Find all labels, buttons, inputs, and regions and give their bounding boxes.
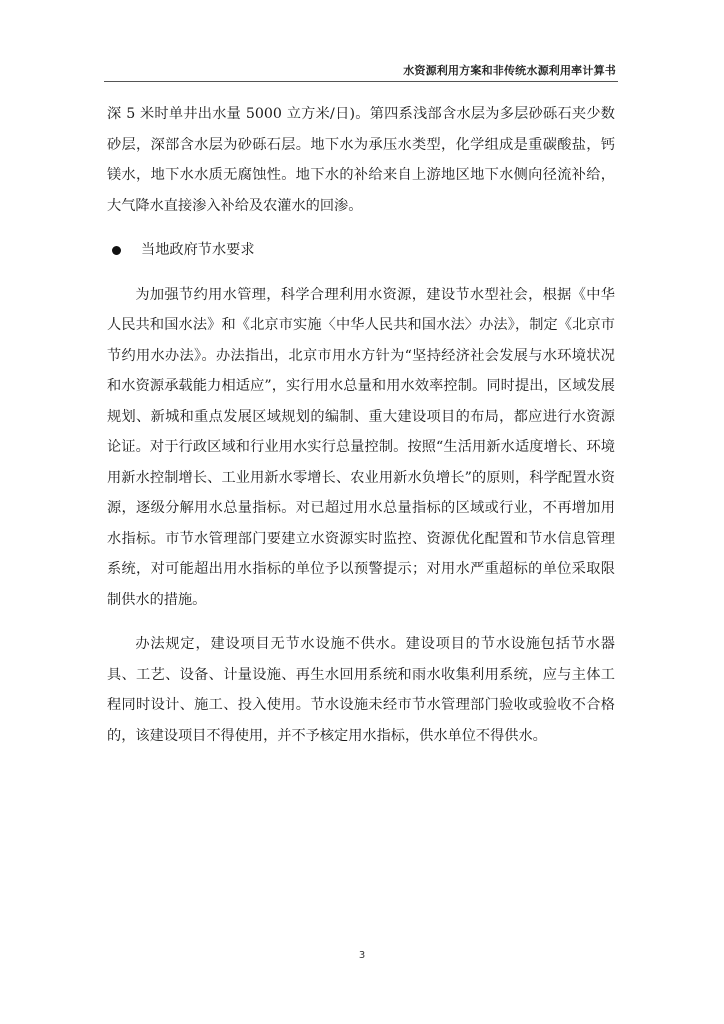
bullet-heading-text: 当地政府节水要求 bbox=[141, 242, 255, 258]
bullet-icon bbox=[112, 246, 121, 255]
bullet-heading bbox=[107, 235, 615, 266]
paragraph-water-saving-policy: 为加强节约用水管理，科学合理利用水资源，建设节水型社会，根据《中华人民共和国水法》和《北京市实施〈中华人民共和国水法〉办法》，制定《北京市节约用水办法》。办法指出，北京市用水方针为“坚持经济社会发展与水环境状况和水资源承载能力相适应”，实行用水总量和用水效率控制。同时提出，区域发展规划、新城和重点发展区域规划的编制、重大建设项目的布局，都应进行水资源论证。对于行政区域和行业用水实行总量控制。按照“生活用新水适度增长、环境用新水控制增长、工业用新水零增长、农业用新水负增长”的原则，科学配置水资源，逐级分解用水总量指标。对已超过用水总量指标的区域或行业，不再增加用水指标。市节水管理部门要建立水资源实时监控、资源优化配置和节水信息管理系统，对可能超出用水指标的单位予以预警提示；对用水严重超标的单位采取限制供水的措施。 bbox=[107, 286, 615, 608]
document-body bbox=[107, 99, 615, 751]
page-number: 3 bbox=[358, 950, 366, 961]
running-header: 水资源利用方案和非传统水源利用率计算书 bbox=[403, 64, 616, 77]
paragraph-construction-rules: 办法规定，建设项目无节水设施不供水。建设项目的节水设施包括节水器具、工艺、设备、计量设施、再生水回用系统和雨水收集利用系统，应与主体工程同时设计、施工、投入使用。节水设施未经市节水管理部门验收或验收不合格的，该建设项目不得使用，并不予核定用水指标，供水单位不得供水。 bbox=[107, 636, 615, 744]
header-divider bbox=[104, 81, 618, 82]
paragraph-groundwater: 深 5 米时单井出水量 5000 立方米/日)。第四系浅部含水层为多层砂砾石夹少数 砂层，深部含水层为砂砾石层。地下水为承压水类型，化学组成是重碳酸盐，钙镁水，地下水水质无腐蚀性。地下水的补给来自上游地区地下水侧向径流补给，大气降水直接渗入补给及农灌水的回渗。 bbox=[107, 106, 615, 214]
